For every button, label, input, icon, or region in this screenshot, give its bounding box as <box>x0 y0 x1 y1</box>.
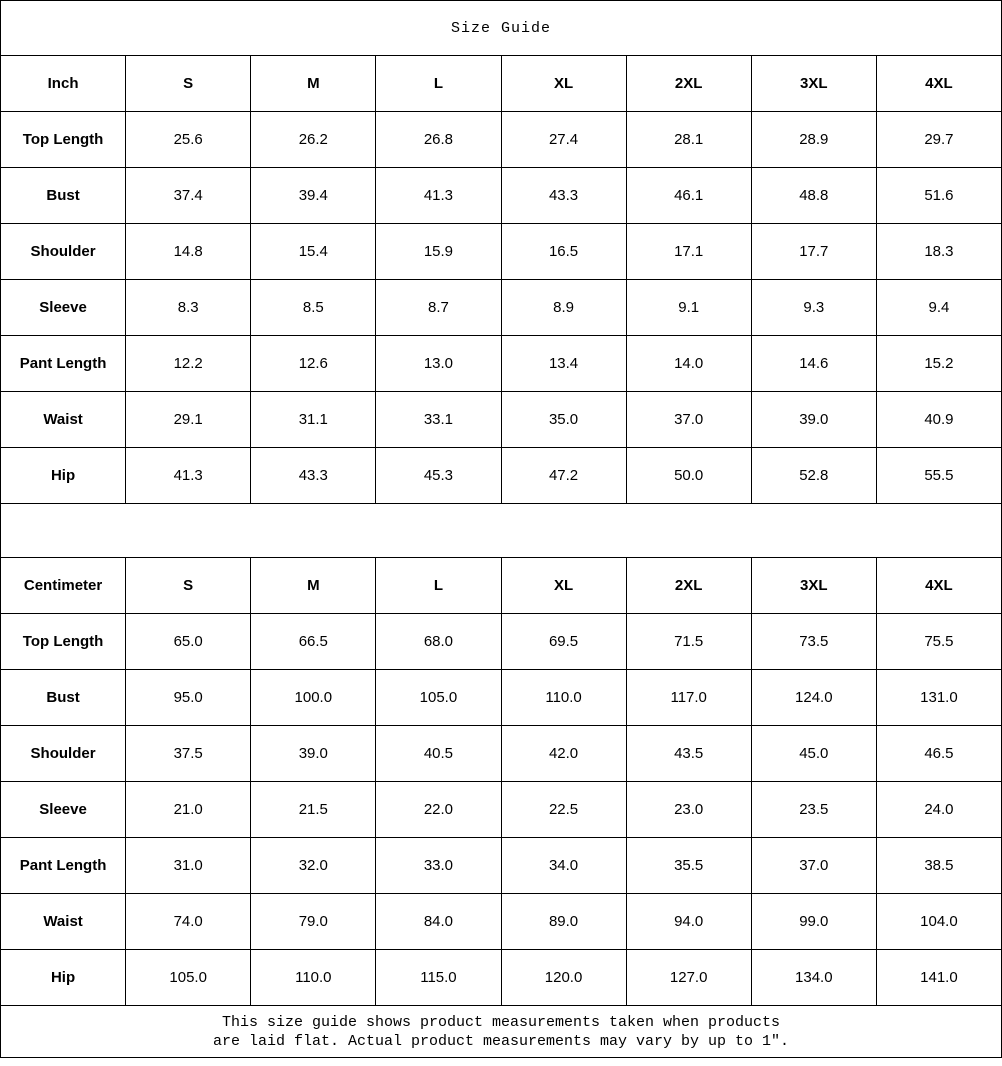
measurement-label: Waist <box>1 894 126 950</box>
size-column-header: XL <box>501 558 626 614</box>
title-row <box>1 1 1002 56</box>
size-column-header: XL <box>501 56 626 112</box>
measurement-value: 17.1 <box>626 224 751 280</box>
table-spacer <box>1 504 1002 558</box>
size-column-header: 2XL <box>626 558 751 614</box>
measurement-value: 33.1 <box>376 392 501 448</box>
measurement-value: 9.1 <box>626 280 751 336</box>
centimeter-section <box>1 558 1002 1006</box>
measurement-value: 99.0 <box>751 894 876 950</box>
measurement-row <box>1 280 1002 336</box>
size-column-header: L <box>376 558 501 614</box>
measurement-value: 37.0 <box>751 838 876 894</box>
measurement-value: 41.3 <box>126 448 251 504</box>
measurement-value: 141.0 <box>876 950 1001 1006</box>
measurement-value: 34.0 <box>501 838 626 894</box>
measurement-label: Top Length <box>1 614 126 670</box>
spacer-section <box>1 504 1002 558</box>
measurement-value: 105.0 <box>126 950 251 1006</box>
size-column-header: 3XL <box>751 558 876 614</box>
page-title: Size Guide <box>1 1 1002 56</box>
size-column-header: 4XL <box>876 558 1001 614</box>
measurement-value: 22.0 <box>376 782 501 838</box>
cm_table-unit-label: Centimeter <box>1 558 126 614</box>
measurement-value: 32.0 <box>251 838 376 894</box>
measurement-value: 15.2 <box>876 336 1001 392</box>
measurement-value: 29.1 <box>126 392 251 448</box>
footer-line-1: This size guide shows product measurements taken when products <box>221 1013 781 1031</box>
footer-section <box>1 1006 1002 1058</box>
measurement-label: Top Length <box>1 112 126 168</box>
measurement-value: 28.1 <box>626 112 751 168</box>
measurement-value: 14.8 <box>126 224 251 280</box>
measurement-value: 134.0 <box>751 950 876 1006</box>
measurement-value: 17.7 <box>751 224 876 280</box>
measurement-value: 8.7 <box>376 280 501 336</box>
measurement-value: 124.0 <box>751 670 876 726</box>
measurement-value: 35.0 <box>501 392 626 448</box>
measurement-value: 8.9 <box>501 280 626 336</box>
measurement-value: 9.3 <box>751 280 876 336</box>
measurement-value: 28.9 <box>751 112 876 168</box>
measurement-row <box>1 112 1002 168</box>
measurement-value: 31.0 <box>126 838 251 894</box>
measurement-value: 14.0 <box>626 336 751 392</box>
measurement-row <box>1 950 1002 1006</box>
measurement-value: 46.5 <box>876 726 1001 782</box>
measurement-value: 27.4 <box>501 112 626 168</box>
measurement-row <box>1 448 1002 504</box>
measurement-value: 8.5 <box>251 280 376 336</box>
measurement-label: Hip <box>1 448 126 504</box>
measurement-value: 65.0 <box>126 614 251 670</box>
measurement-value: 38.5 <box>876 838 1001 894</box>
measurement-row <box>1 392 1002 448</box>
measurement-value: 42.0 <box>501 726 626 782</box>
footer-line-2: are laid flat. Actual product measurements may vary by up to 1″. <box>212 1032 790 1050</box>
measurement-value: 66.5 <box>251 614 376 670</box>
size-column-header: 3XL <box>751 56 876 112</box>
measurement-value: 29.7 <box>876 112 1001 168</box>
measurement-value: 23.0 <box>626 782 751 838</box>
measurement-value: 37.4 <box>126 168 251 224</box>
measurement-value: 131.0 <box>876 670 1001 726</box>
measurement-value: 13.4 <box>501 336 626 392</box>
measurement-value: 48.8 <box>751 168 876 224</box>
measurement-label: Shoulder <box>1 726 126 782</box>
inch_table-header-row <box>1 56 1002 112</box>
measurement-value: 45.0 <box>751 726 876 782</box>
measurement-value: 14.6 <box>751 336 876 392</box>
measurement-value: 22.5 <box>501 782 626 838</box>
measurement-value: 39.4 <box>251 168 376 224</box>
measurement-value: 46.1 <box>626 168 751 224</box>
measurement-label: Waist <box>1 392 126 448</box>
inch_table-unit-label: Inch <box>1 56 126 112</box>
measurement-value: 18.3 <box>876 224 1001 280</box>
measurement-row <box>1 336 1002 392</box>
measurement-label: Sleeve <box>1 782 126 838</box>
measurement-value: 9.4 <box>876 280 1001 336</box>
inch-section <box>1 56 1002 504</box>
measurement-value: 105.0 <box>376 670 501 726</box>
measurement-value: 26.8 <box>376 112 501 168</box>
measurement-value: 21.5 <box>251 782 376 838</box>
measurement-value: 37.0 <box>626 392 751 448</box>
measurement-value: 115.0 <box>376 950 501 1006</box>
measurement-value: 39.0 <box>251 726 376 782</box>
measurement-value: 47.2 <box>501 448 626 504</box>
measurement-label: Bust <box>1 168 126 224</box>
measurement-value: 110.0 <box>251 950 376 1006</box>
measurement-value: 43.3 <box>501 168 626 224</box>
measurement-row <box>1 670 1002 726</box>
size-column-header: L <box>376 56 501 112</box>
measurement-value: 95.0 <box>126 670 251 726</box>
measurement-value: 25.6 <box>126 112 251 168</box>
size-column-header: M <box>251 56 376 112</box>
measurement-value: 84.0 <box>376 894 501 950</box>
measurement-row <box>1 168 1002 224</box>
measurement-value: 43.3 <box>251 448 376 504</box>
measurement-value: 127.0 <box>626 950 751 1006</box>
size-column-header: S <box>126 558 251 614</box>
measurement-value: 24.0 <box>876 782 1001 838</box>
measurement-value: 12.6 <box>251 336 376 392</box>
measurement-value: 52.8 <box>751 448 876 504</box>
footer-note <box>1 1006 1002 1058</box>
measurement-value: 35.5 <box>626 838 751 894</box>
measurement-value: 33.0 <box>376 838 501 894</box>
measurement-value: 21.0 <box>126 782 251 838</box>
measurement-value: 69.5 <box>501 614 626 670</box>
measurement-value: 100.0 <box>251 670 376 726</box>
measurement-label: Sleeve <box>1 280 126 336</box>
measurement-value: 37.5 <box>126 726 251 782</box>
size-column-header: M <box>251 558 376 614</box>
measurement-label: Hip <box>1 950 126 1006</box>
size-column-header: S <box>126 56 251 112</box>
measurement-value: 43.5 <box>626 726 751 782</box>
measurement-value: 23.5 <box>751 782 876 838</box>
measurement-value: 16.5 <box>501 224 626 280</box>
measurement-row <box>1 614 1002 670</box>
measurement-value: 71.5 <box>626 614 751 670</box>
measurement-value: 94.0 <box>626 894 751 950</box>
measurement-value: 117.0 <box>626 670 751 726</box>
size-column-header: 4XL <box>876 56 1001 112</box>
measurement-value: 55.5 <box>876 448 1001 504</box>
measurement-value: 15.9 <box>376 224 501 280</box>
measurement-value: 40.9 <box>876 392 1001 448</box>
measurement-label: Pant Length <box>1 838 126 894</box>
measurement-value: 89.0 <box>501 894 626 950</box>
measurement-label: Pant Length <box>1 336 126 392</box>
measurement-row <box>1 894 1002 950</box>
measurement-value: 110.0 <box>501 670 626 726</box>
footer-row <box>1 1006 1002 1058</box>
measurement-value: 8.3 <box>126 280 251 336</box>
measurement-value: 39.0 <box>751 392 876 448</box>
measurement-value: 45.3 <box>376 448 501 504</box>
measurement-row <box>1 838 1002 894</box>
measurement-value: 13.0 <box>376 336 501 392</box>
measurement-value: 50.0 <box>626 448 751 504</box>
size-column-header: 2XL <box>626 56 751 112</box>
measurement-row <box>1 224 1002 280</box>
measurement-value: 40.5 <box>376 726 501 782</box>
title-section <box>1 1 1002 56</box>
measurement-value: 73.5 <box>751 614 876 670</box>
spacer-row <box>1 504 1002 558</box>
measurement-value: 79.0 <box>251 894 376 950</box>
measurement-value: 41.3 <box>376 168 501 224</box>
measurement-row <box>1 782 1002 838</box>
measurement-row <box>1 726 1002 782</box>
measurement-label: Shoulder <box>1 224 126 280</box>
measurement-value: 51.6 <box>876 168 1001 224</box>
measurement-value: 120.0 <box>501 950 626 1006</box>
measurement-value: 31.1 <box>251 392 376 448</box>
measurement-value: 104.0 <box>876 894 1001 950</box>
cm_table-header-row <box>1 558 1002 614</box>
measurement-value: 74.0 <box>126 894 251 950</box>
measurement-value: 75.5 <box>876 614 1001 670</box>
measurement-value: 68.0 <box>376 614 501 670</box>
measurement-label: Bust <box>1 670 126 726</box>
measurement-value: 26.2 <box>251 112 376 168</box>
measurement-value: 15.4 <box>251 224 376 280</box>
measurement-value: 12.2 <box>126 336 251 392</box>
